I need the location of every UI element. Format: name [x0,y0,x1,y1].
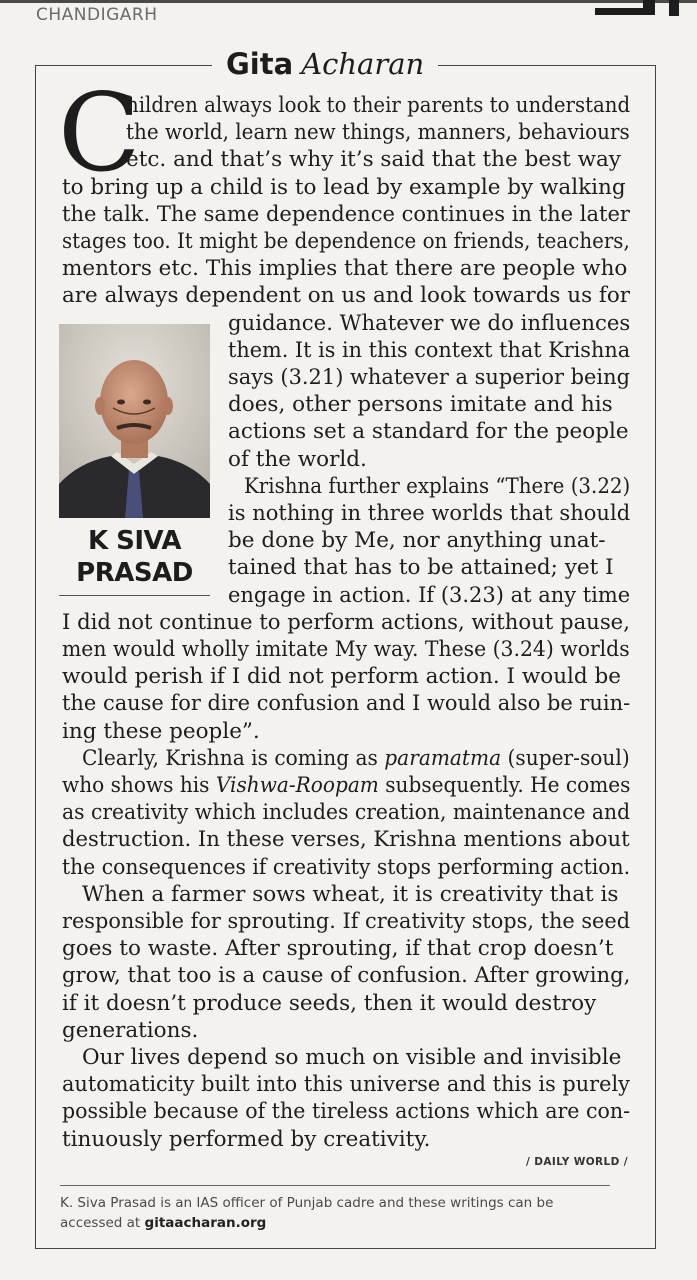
article-line: destruction. In these verses, Krishna mentions about [62,827,630,853]
article-line: be done by Me, nor anything unat- [228,528,606,554]
article-line: When a farmer sows wheat, it is creativity that is [82,881,619,907]
article-line: as creativity which includes creation, maintenance and [62,800,631,826]
article-line: does, other persons imitate and his [228,392,613,418]
article-line: says (3.21) whatever a superior being [228,365,630,390]
italic-term: paramatma [384,745,502,771]
article-line: the consequences if creativity stops performing action. [62,854,631,880]
footnote-divider [60,1185,610,1186]
text-run: who shows his [62,773,216,798]
article-line: etc. and that’s why it’s said that the best way [126,147,621,173]
text-run: subsequently. He comes [378,773,631,798]
article-line: goes to waste. After sprouting, if that crop doesn’t [62,936,614,962]
article-line: guidance. Whatever we do influences [228,310,631,336]
author-name-line-1: K SIVA [87,526,182,556]
article-line: of the world. [228,446,367,472]
article-line: the talk. The same dependence continues in the later [62,201,630,227]
article-line: I did not continue to perform actions, without pause, [62,609,630,635]
article-line: would perish if I did not perform action. I would be [62,664,621,690]
article-line: possible because of the tireless actions which are con- [62,1099,631,1125]
article-line: the cause for dire confusion and I would also be ruin- [62,691,631,717]
article-line: the world, learn new things, manners, behaviours [126,120,630,146]
article-line: them. It is in this context that Krishna [228,337,631,363]
drop-cap: C [58,71,141,196]
article-line: actions set a standard for the people [228,419,629,445]
article-line: mentors etc. This implies that there are people who [62,256,628,282]
column-title [212,44,438,84]
article-line: grow, that too is a cause of confusion. After growing, [62,963,631,989]
article-line: Krishna further explains “There (3.22) [244,473,631,499]
author-divider [59,595,210,596]
article-line: tained that has to be attained; yet I [228,555,614,581]
text-run: (super-soul) [501,745,630,771]
author-name-line-2: PRASAD [76,558,193,588]
footnote-text: K. Siva Prasad is an IAS officer of Punjab cadre and these writings can be accessed at [60,1195,554,1231]
article-line: stages too. It might be dependence on friends, teachers, [62,229,630,254]
article-line: to bring up a child is to lead by example by walking [62,174,626,200]
author-photo [59,324,210,518]
column-title-bold: Gita [226,47,294,81]
article-line: men would wholly imitate My way. These (3.24) worlds [62,637,630,662]
italic-term: Vishwa-Roopam [215,773,379,798]
author-portrait-image [59,324,210,518]
article-line: is nothing in three worlds that should [228,501,631,526]
article-line [62,772,630,799]
article-line: engage in action. If (3.23) at any time [228,582,631,608]
article-line: Our lives depend so much on visible and invisible [82,1045,622,1070]
article-line: ing these people”. [62,718,260,744]
source-credit: / DAILY WORLD / [526,1156,629,1168]
article-line: hildren always look to their parents to understand [126,93,631,118]
column-title-italic: Acharan [301,47,425,81]
masthead-fragment [585,0,697,20]
dateline: CHANDIGARH [36,5,158,25]
article-line: generations. [62,1017,199,1043]
article-line: if it doesn’t produce seeds, then it would destroy [62,990,597,1016]
article-line: responsible for sprouting. If creativity stops, the seed [62,909,631,934]
article-line: tinuously performed by creativity. [62,1126,431,1152]
footnote-link[interactable]: gitaacharan.org [144,1215,267,1231]
article-line: are always dependent on us and look towards us for [62,283,631,309]
article-line: automaticity built into this universe and this is purely [62,1072,630,1098]
author-footnote [60,1193,620,1233]
text-run: Clearly, Krishna is coming as [82,745,385,771]
article-line [82,745,630,772]
